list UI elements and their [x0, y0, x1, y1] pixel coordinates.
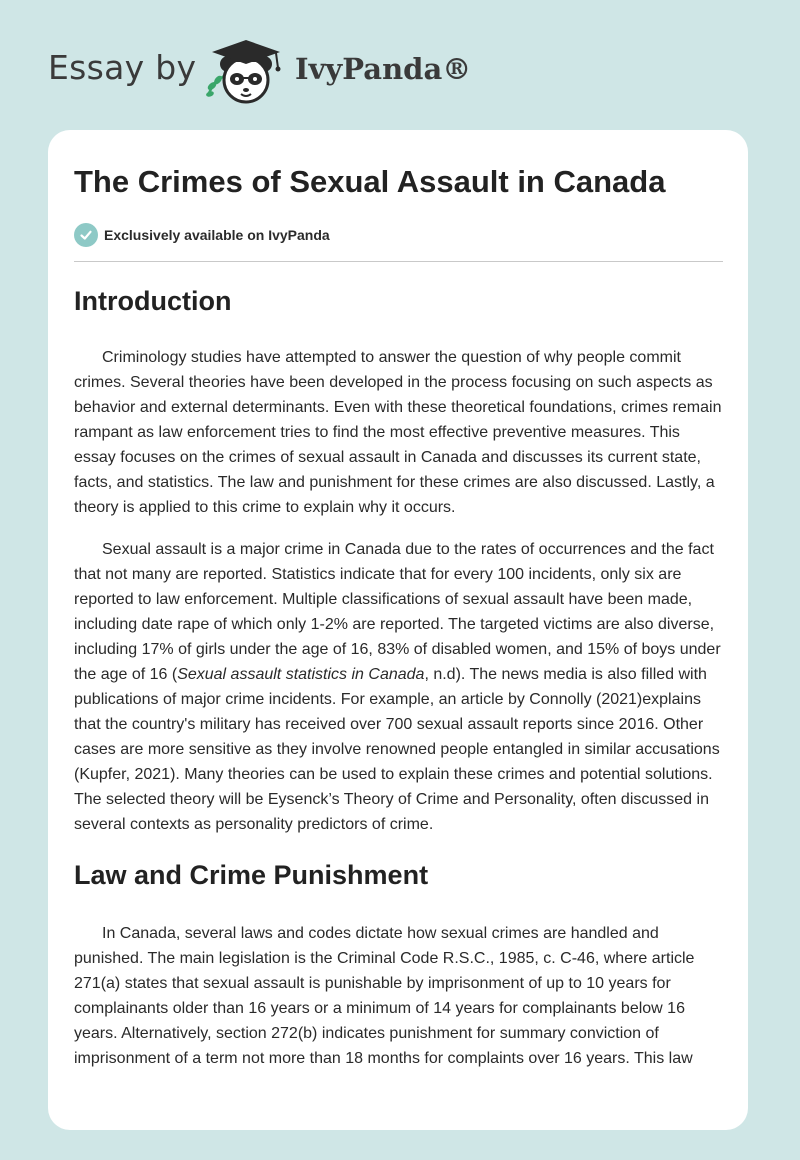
- paragraph-text: Sexual assault is a major crime in Canada due to the rates of occurrences and the fact that not many are reported. Statistics indicate that for every 100 incidents, only six are reported to law enforcement. Multiple classifications of sexual assault have been made, including date rape of which only 1-2% are reported. The targeted victims are also diverse, including 17% of girls under the age of 16, 83% of disabled women, and 15% of boys under the age of 16 (: [74, 541, 721, 683]
- essay-card: [48, 130, 748, 1130]
- section-heading: Law and Crime Punishment: [74, 860, 429, 890]
- divider: [74, 261, 723, 262]
- paragraph: [74, 537, 723, 837]
- brand-name: IvyPanda®: [295, 52, 472, 86]
- section-law-and-crime-punishment: [74, 855, 723, 1071]
- paragraph: Criminology studies have attempted to answer the question of why people commit crimes. Several theories have been developed in the process focusing on such aspects as behavior and external determinants. Even with these theoretical foundations, crimes remain rampant as law enforcement tries to find the most effective preventive measures. This essay focuses on the crimes of sexual assault in Canada and discusses its current state, facts, and statistics. The law and punishment for these crimes are also discussed. Lastly, a theory is applied to this crime to explain why it occurs.: [74, 349, 722, 516]
- essay-content: [74, 281, 723, 1071]
- check-badge-icon: [74, 223, 98, 247]
- section-introduction: [74, 281, 723, 837]
- panda-graduate-icon: [202, 36, 290, 108]
- site-header: [0, 0, 800, 130]
- brand-prefix: Essay by: [48, 48, 197, 87]
- section-heading: Introduction: [74, 286, 232, 316]
- essay-title: The Crimes of Sexual Assault in Canada: [74, 164, 666, 199]
- exclusive-label: Exclusively available on IvyPanda: [104, 227, 330, 243]
- exclusive-badge: [74, 222, 330, 248]
- paragraph: In Canada, several laws and codes dictate how sexual crimes are handled and punished. The main legislation is the Criminal Code R.S.C., 1985, c. C-46, where article 271(a) states that sexual assault is punishable by imprisonment of up to 10 years for complainants older than 16 years or a minimum of 14 years for complainants below 16 years. Alternatively, section 272(b) indicates punishment for summary conviction of imprisonment of a term not more than 18 months for complaints over 16 years. This law: [74, 925, 695, 1067]
- paragraph-text: , n.d). The news media is also filled with publications of major crime incidents. For example, an article by Connolly (2021)explains that the country's military has received over 700 sexual assault reports since 2016. Other cases are more sensitive as they involve renowned people entangled in similar accusations (Kupfer, 2021). Many theories can be used to explain these crimes and potential solutions. The selected theory will be Eysenck’s Theory of Crime and Personality, often discussed in several contexts as personality predictors of crime.: [74, 666, 720, 833]
- citation-title: Sexual assault statistics in Canada: [177, 666, 425, 683]
